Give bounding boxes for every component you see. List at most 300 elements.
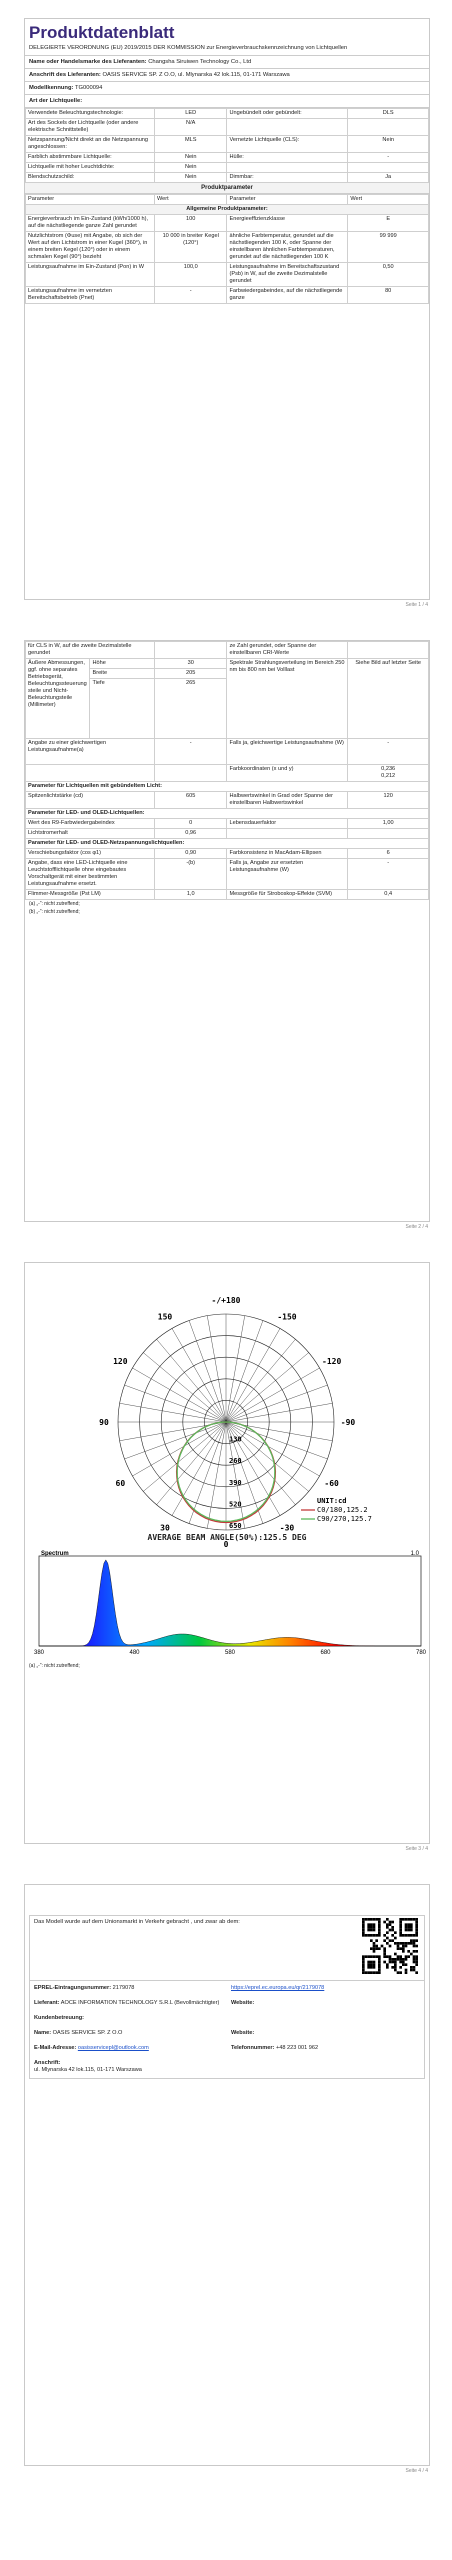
name-label: Name: [34,2030,52,2036]
qr-module [413,1942,416,1945]
table-cell [348,119,429,136]
polar-angle-label: -90 [340,1418,356,1427]
qr-module [389,1961,392,1964]
qr-module [386,1926,389,1929]
qr-module [378,1958,381,1961]
table-row [26,287,429,304]
qr-module [386,1955,389,1958]
qr-module [362,1955,365,1958]
table-cell: Nein [154,153,227,163]
qr-module [367,1963,370,1966]
qr-module [365,1955,368,1958]
cell: Farbkonsistenz in MacAdam-Ellipsen [227,849,348,859]
cell: - [348,859,429,890]
qr-module [413,1934,416,1937]
qr-module [375,1955,378,1958]
spectrum-peak-label: 1.0 [410,1551,419,1557]
table-row [26,153,429,163]
qr-module [391,1958,394,1961]
qr-module [410,1923,413,1926]
mains-title: Parameter für LED- und OLED-Netzspannungslichtquellen: [26,839,429,849]
qr-module [373,1929,376,1932]
cell: 1,0 [154,890,227,900]
qr-module [375,1945,378,1948]
qr-module [391,1961,394,1964]
table-row [26,109,429,119]
qr-module [362,1969,365,1972]
cell: 0,90 [154,849,227,859]
phone-value: +48 223 001 962 [275,2045,319,2051]
cell: Falls ja, Angabe zur ersetzten Leistungsaufnahme (W) [227,859,348,890]
qr-module [362,1923,365,1926]
qr-module [367,1923,370,1926]
table-row [26,173,429,183]
cell [348,829,429,839]
cell: 0 [154,819,227,829]
cell: Wert des R9-Farbwiedergabeindex [26,819,155,829]
cell: Spitzenlichtstärke (cd) [26,792,155,809]
table-cell: 0,50 [348,263,429,287]
model-value: TG000094 [74,85,103,91]
qr-module [415,1955,418,1958]
qr-module [407,1923,410,1926]
qr-module [373,1934,376,1937]
qr-module [389,1945,392,1948]
chroma-x: 0,236 [381,766,396,772]
table-cell: Lichtquelle mit hoher Leuchtdichte: [26,163,155,173]
spectrum-x-tick: 380 [33,1650,45,1656]
qr-module [415,1971,418,1974]
params-header-row [26,195,429,205]
table-cell: Leistungsaufnahme im Bereitschaftszustand (Psb) in W, auf die zweite Dezimalstelle gerundet [227,263,348,287]
legend-label: C0/180,125.2 [317,1506,368,1514]
qr-module [410,1918,413,1921]
qr-module [405,1918,408,1921]
qr-module [405,1934,408,1937]
polar-angle-label: -120 [322,1357,342,1366]
qr-module [399,1966,402,1969]
dim-label: Höhe [90,659,154,669]
qr-module [362,1931,365,1934]
qr-module [413,1945,416,1948]
qr-module [389,1923,392,1926]
equiv-right-value: - [348,739,429,765]
qr-module [375,1947,378,1950]
qr-module [375,1918,378,1921]
qr-module [394,1963,397,1966]
light-type-heading: Art der Lichtquelle: [25,95,429,108]
qr-module [410,1929,413,1932]
cell: Verschiebungsfaktor (cos φ1) [26,849,155,859]
qr-module [370,1926,373,1929]
spectrum-title: Spectrum [41,1551,69,1557]
legend-label: C90/270,125.7 [317,1515,372,1523]
table-cell: - [348,153,429,163]
qr-module [407,1950,410,1953]
qr-module [405,1926,408,1929]
unit-label: UNIT:cd [317,1497,347,1505]
qr-module [370,1934,373,1937]
qr-module [413,1939,416,1942]
cell: Halbwertswinkel in Grad oder Spanne der einstellbaren Halbwertswinkel [227,792,348,809]
qr-module [362,1934,365,1937]
qr-module [370,1963,373,1966]
address-value: ul. Mlynarska 42 lok.115, 01-171 Warszawa [34,2067,142,2073]
polar-angle-label: 0 [223,1540,229,1549]
qr-module [373,1950,376,1953]
table-cell: DLS [348,109,429,119]
qr-module [386,1931,389,1934]
qr-module [378,1969,381,1972]
table-cell [348,163,429,173]
qr-module [397,1947,400,1950]
table-row [26,890,429,900]
qr-module [391,1921,394,1924]
email-link[interactable]: oasisservicepl@outlook.com [77,2045,149,2051]
qr-module [394,1961,397,1964]
qr-module [399,1958,402,1961]
params-table [25,194,429,304]
qr-module [407,1934,410,1937]
qr-module [367,1961,370,1964]
cell: 6 [348,849,429,859]
qr-module [373,1955,376,1958]
phone-label: Telefonnummer: [231,2045,275,2051]
dim-label: Breite [90,669,154,679]
qr-module [362,1929,365,1932]
qr-module [399,1929,402,1932]
qr-module [383,1950,386,1953]
qr-module [362,1958,365,1961]
qr-module [397,1942,400,1945]
general-title: Allgemeine Produktparameter: [26,205,429,215]
qr-module [367,1918,370,1921]
qr-module [386,1942,389,1945]
polar-radius-label: 520 [229,1500,242,1509]
table-cell: E [348,215,429,232]
qr-module [399,1931,402,1934]
qr-module [394,1931,397,1934]
qr-module [399,1923,402,1926]
table-cell: Blendschutzschild: [26,173,155,183]
qr-module [378,1934,381,1937]
qr-module [405,1958,408,1961]
polar-angle-label: 60 [115,1479,126,1488]
table-cell: Farbwiedergabeindex, auf die nächstliegende ganze [227,287,348,304]
qr-module [386,1918,389,1921]
qr-module [367,1926,370,1929]
table-cell: Art des Sockels der Lichtquelle (oder andere elektrische Schnittstelle) [26,119,155,136]
polar-angle-label: 90 [99,1418,109,1427]
qr-module [413,1966,416,1969]
qr-module [375,1934,378,1937]
qr-module [399,1961,402,1964]
qr-module [410,1939,413,1942]
qr-module [370,1966,373,1969]
supplier-label: Lieferant: [34,2000,60,2006]
model-row [25,82,429,95]
footnote: (a) „-“: nicht zutreffend; [29,1663,80,1669]
spectrum-x-tick: 480 [129,1650,140,1656]
page-2 [24,640,430,1222]
table-cell: 100,0 [154,263,227,287]
supplier-value: AOCE INFORMATION TECHNOLOGY S.R.L (Bevollmächtigter) [60,2000,220,2006]
polar-angle-label: -30 [279,1523,295,1533]
cell [348,642,429,659]
spectral-value: Siehe Bild auf letzter Seite [348,659,429,739]
page-footer: Seite 3 / 4 [405,1846,428,1852]
qr-module [391,1929,394,1932]
qr-module [415,1923,418,1926]
qr-module [402,1958,405,1961]
qr-module [386,1963,389,1966]
qr-module [373,1945,376,1948]
qr-module [397,1971,400,1974]
qr-module [383,1934,386,1937]
qr-module [365,1934,368,1937]
qr-module [405,1971,408,1974]
qr-module [375,1939,378,1942]
qr-module [378,1961,381,1964]
qr-module [370,1929,373,1932]
qr-module [370,1955,373,1958]
qr-module [383,1953,386,1956]
table-cell: Nein [154,173,227,183]
qr-module [362,1966,365,1969]
qr-module [410,1934,413,1937]
table-row [26,659,429,669]
cell: 1,00 [348,819,429,829]
qr-module [407,1955,410,1958]
qr-module [415,1926,418,1929]
chroma-y: 0,212 [381,773,396,779]
qr-module [370,1918,373,1921]
table-cell: 100 [154,215,227,232]
qr-module [405,1969,408,1972]
spectrum-chart [25,1548,427,1658]
col-header: Parameter [26,195,155,205]
qr-module [381,1945,384,1948]
qr-module [405,1929,408,1932]
dim-value: 205 [154,669,227,679]
regulation-text: DELEGIERTE VERORDNUNG (EU) 2019/2015 DER KOMMISSION zur Energieverbrauchskennzeichnung von Lichtquellen [25,45,429,56]
name-value: OASIS SERVICE SP. Z O.O [52,2030,123,2036]
qr-module [399,1934,402,1937]
qr-module [413,1918,416,1921]
footnote: (b) „-“: nicht zutreffend; [29,909,80,915]
qr-module [402,1945,405,1948]
qr-module [399,1921,402,1924]
qr-module [394,1942,397,1945]
dim-value: 30 [154,659,227,669]
page-footer: Seite 1 / 4 [405,602,428,608]
page-title: Produktdatenblatt [29,23,175,42]
cell: Flimmer-Messgröße (Pst LM) [26,890,155,900]
qr-module [367,1971,370,1974]
qr-module [413,1958,416,1961]
qr-module [415,1929,418,1932]
qr-module [397,1945,400,1948]
qr-module [378,1926,381,1929]
table-cell: Ungebündelt oder gebündelt: [227,109,348,119]
polar-angle-label: 150 [157,1312,173,1322]
table-row [26,163,429,173]
supplier-address-value: OASIS SERVICE SP. Z O.O, ul. Mlynarska 42 lok.115, 01-171 Warszawa [102,72,290,78]
table-cell: Ja [348,173,429,183]
qr-module [402,1961,405,1964]
params-table-cont [25,641,429,900]
spectrum-x-tick: 780 [415,1650,427,1656]
qr-module [402,1950,405,1953]
table-cell: N/A [154,119,227,136]
qr-module [378,1929,381,1932]
qr-module [399,1971,402,1974]
col-header: Parameter [227,195,348,205]
table-cell: Vernetzte Lichtquelle (CLS): [227,136,348,153]
qr-module [407,1918,410,1921]
eprel-label: EPREL-Eintragungsnummer: [34,1985,112,1991]
qr-module [365,1918,368,1921]
polar-angle-label: -150 [277,1312,297,1322]
polar-radius-label: 650 [229,1522,242,1530]
qr-module [383,1939,386,1942]
qr-module [415,1958,418,1961]
address-label: Anschrift: [34,2060,61,2066]
qr-module [391,1939,394,1942]
polar-angle-label: 30 [160,1523,170,1533]
qr-module [389,1921,392,1924]
eprel-number: 2179078 [112,1985,135,1991]
qr-module [386,1937,389,1940]
qr-module [362,1971,365,1974]
qr-module [373,1963,376,1966]
qr-module [415,1961,418,1964]
qr-module [389,1958,392,1961]
table-cell: Leistungsaufnahme im Ein-Zustand (Pon) in W [26,263,155,287]
cell: für CLS in W, auf die zweite Dezimalstelle gerundet [26,642,155,659]
polar-grid-spoke [226,1339,295,1422]
qr-module [405,1945,408,1948]
qr-module [415,1918,418,1921]
qr-module [373,1971,376,1974]
footnote: (a) „-“: nicht zutreffend; [29,901,80,907]
supplier-address-label: Anschrift des Lieferanten: [29,72,101,78]
dim-label: Tiefe [90,679,154,739]
qr-module [370,1961,373,1964]
table-cell: 80 [348,287,429,304]
cell: 0,96 [154,829,227,839]
spectrum-x-tick: 580 [224,1650,236,1656]
qr-module [399,1947,402,1950]
qr-module [410,1926,413,1929]
qr-module [367,1966,370,1969]
qr-module [378,1971,381,1974]
qr-module [413,1961,416,1964]
table-row [26,263,429,287]
polar-grid-spoke [157,1422,226,1505]
page-3 [24,1262,430,1844]
light-type-table [25,108,429,183]
qr-module [362,1926,365,1929]
qr-module [391,1926,394,1929]
polar-angle-label: 120 [113,1357,128,1366]
col-header: Wert [154,195,227,205]
table-row [26,642,429,659]
table-cell: Leistungsaufnahme im vernetzten Bereitschaftsbetrieb (Pnet) [26,287,155,304]
equiv-right-label: Falls ja, gleichwertige Leistungsaufnahme (W) [227,739,348,765]
qr-code[interactable] [362,1918,418,1974]
col-header: Wert [348,195,429,205]
qr-module [391,1934,394,1937]
qr-module [402,1934,405,1937]
cell: -(b) [154,859,227,890]
model-label: Modellkennung: [29,85,74,91]
table-cell: Energieverbrauch im Ein-Zustand (kWh/1000 h), auf die nächstliegende ganze Zahl gerundet [26,215,155,232]
table-row [26,859,429,890]
polar-radius-label: 260 [229,1457,242,1466]
qr-module [383,1955,386,1958]
qr-module [367,1929,370,1932]
table-row [26,215,429,232]
spectrum-x-tick: 680 [320,1650,331,1656]
qr-module [378,1947,381,1950]
polar-radius-label: 130 [229,1435,242,1444]
qr-module [386,1923,389,1926]
qr-module [373,1926,376,1929]
polar-grid-spoke [226,1353,309,1422]
qr-module [391,1966,394,1969]
table-cell: Dimmbar: [227,173,348,183]
qr-module [397,1955,400,1958]
qr-module [415,1921,418,1924]
table-row [26,829,429,839]
qr-module [410,1969,413,1972]
qr-module [402,1918,405,1921]
qr-module [373,1947,376,1950]
cell: 120 [348,792,429,809]
table-cell: ähnliche Farbtemperatur, gerundet auf die nächstliegenden 100 K, oder Spanne der einstellbaren ähnlichen Farbtemperaturen, gerundet auf die nächstliegenden 100 K [227,232,348,263]
eprel-link[interactable]: https://eprel.ec.europa.eu/qr/2179078 [231,1985,325,1991]
qr-module [362,1921,365,1924]
qr-module [405,1955,408,1958]
qr-module [378,1955,381,1958]
qr-module [413,1955,416,1958]
qr-module [397,1958,400,1961]
qr-module [378,1918,381,1921]
table-row [26,792,429,809]
dims-label: Äußere Abmessungen, ggf. ohne separates Betriebsgerät, Beleuchtungssteuerungsteile und Nicht-Beleuchtungsteile (Millimeter) [26,659,90,739]
table-cell: Nein [348,136,429,153]
qr-module [389,1929,392,1932]
qr-module [370,1947,373,1950]
qr-module [407,1929,410,1932]
qr-module [383,1961,386,1964]
params-title: Produktparameter [25,183,429,194]
qr-module [413,1969,416,1972]
polar-grid-spoke [143,1353,226,1422]
qr-module [389,1939,392,1942]
cell: 605 [154,792,227,809]
page-1 [24,18,430,600]
chroma-label: Farbkoordinaten (x und y) [227,765,348,782]
polar-grid-spoke [157,1339,226,1422]
supplier-name-value: Changsha Siruiwen Technology Co., Ltd [148,59,252,65]
table-cell: Nutzlichtstrom (Φuse) mit Angabe, ob sich der Wert auf den Lichtstrom in einer Kugel (360°), in einem breiten Kegel (120°) oder in einem schmalen Kegel (90°) bezieht [26,232,155,263]
qr-module [386,1966,389,1969]
market-text: Das Modell wurde auf dem Unionsmarkt in Verkehr gebracht , und zwar ab dem: [34,1919,240,1925]
supplier-name-label: Name oder Handelsmarke des Lieferanten: [29,59,147,65]
qr-module [415,1945,418,1948]
